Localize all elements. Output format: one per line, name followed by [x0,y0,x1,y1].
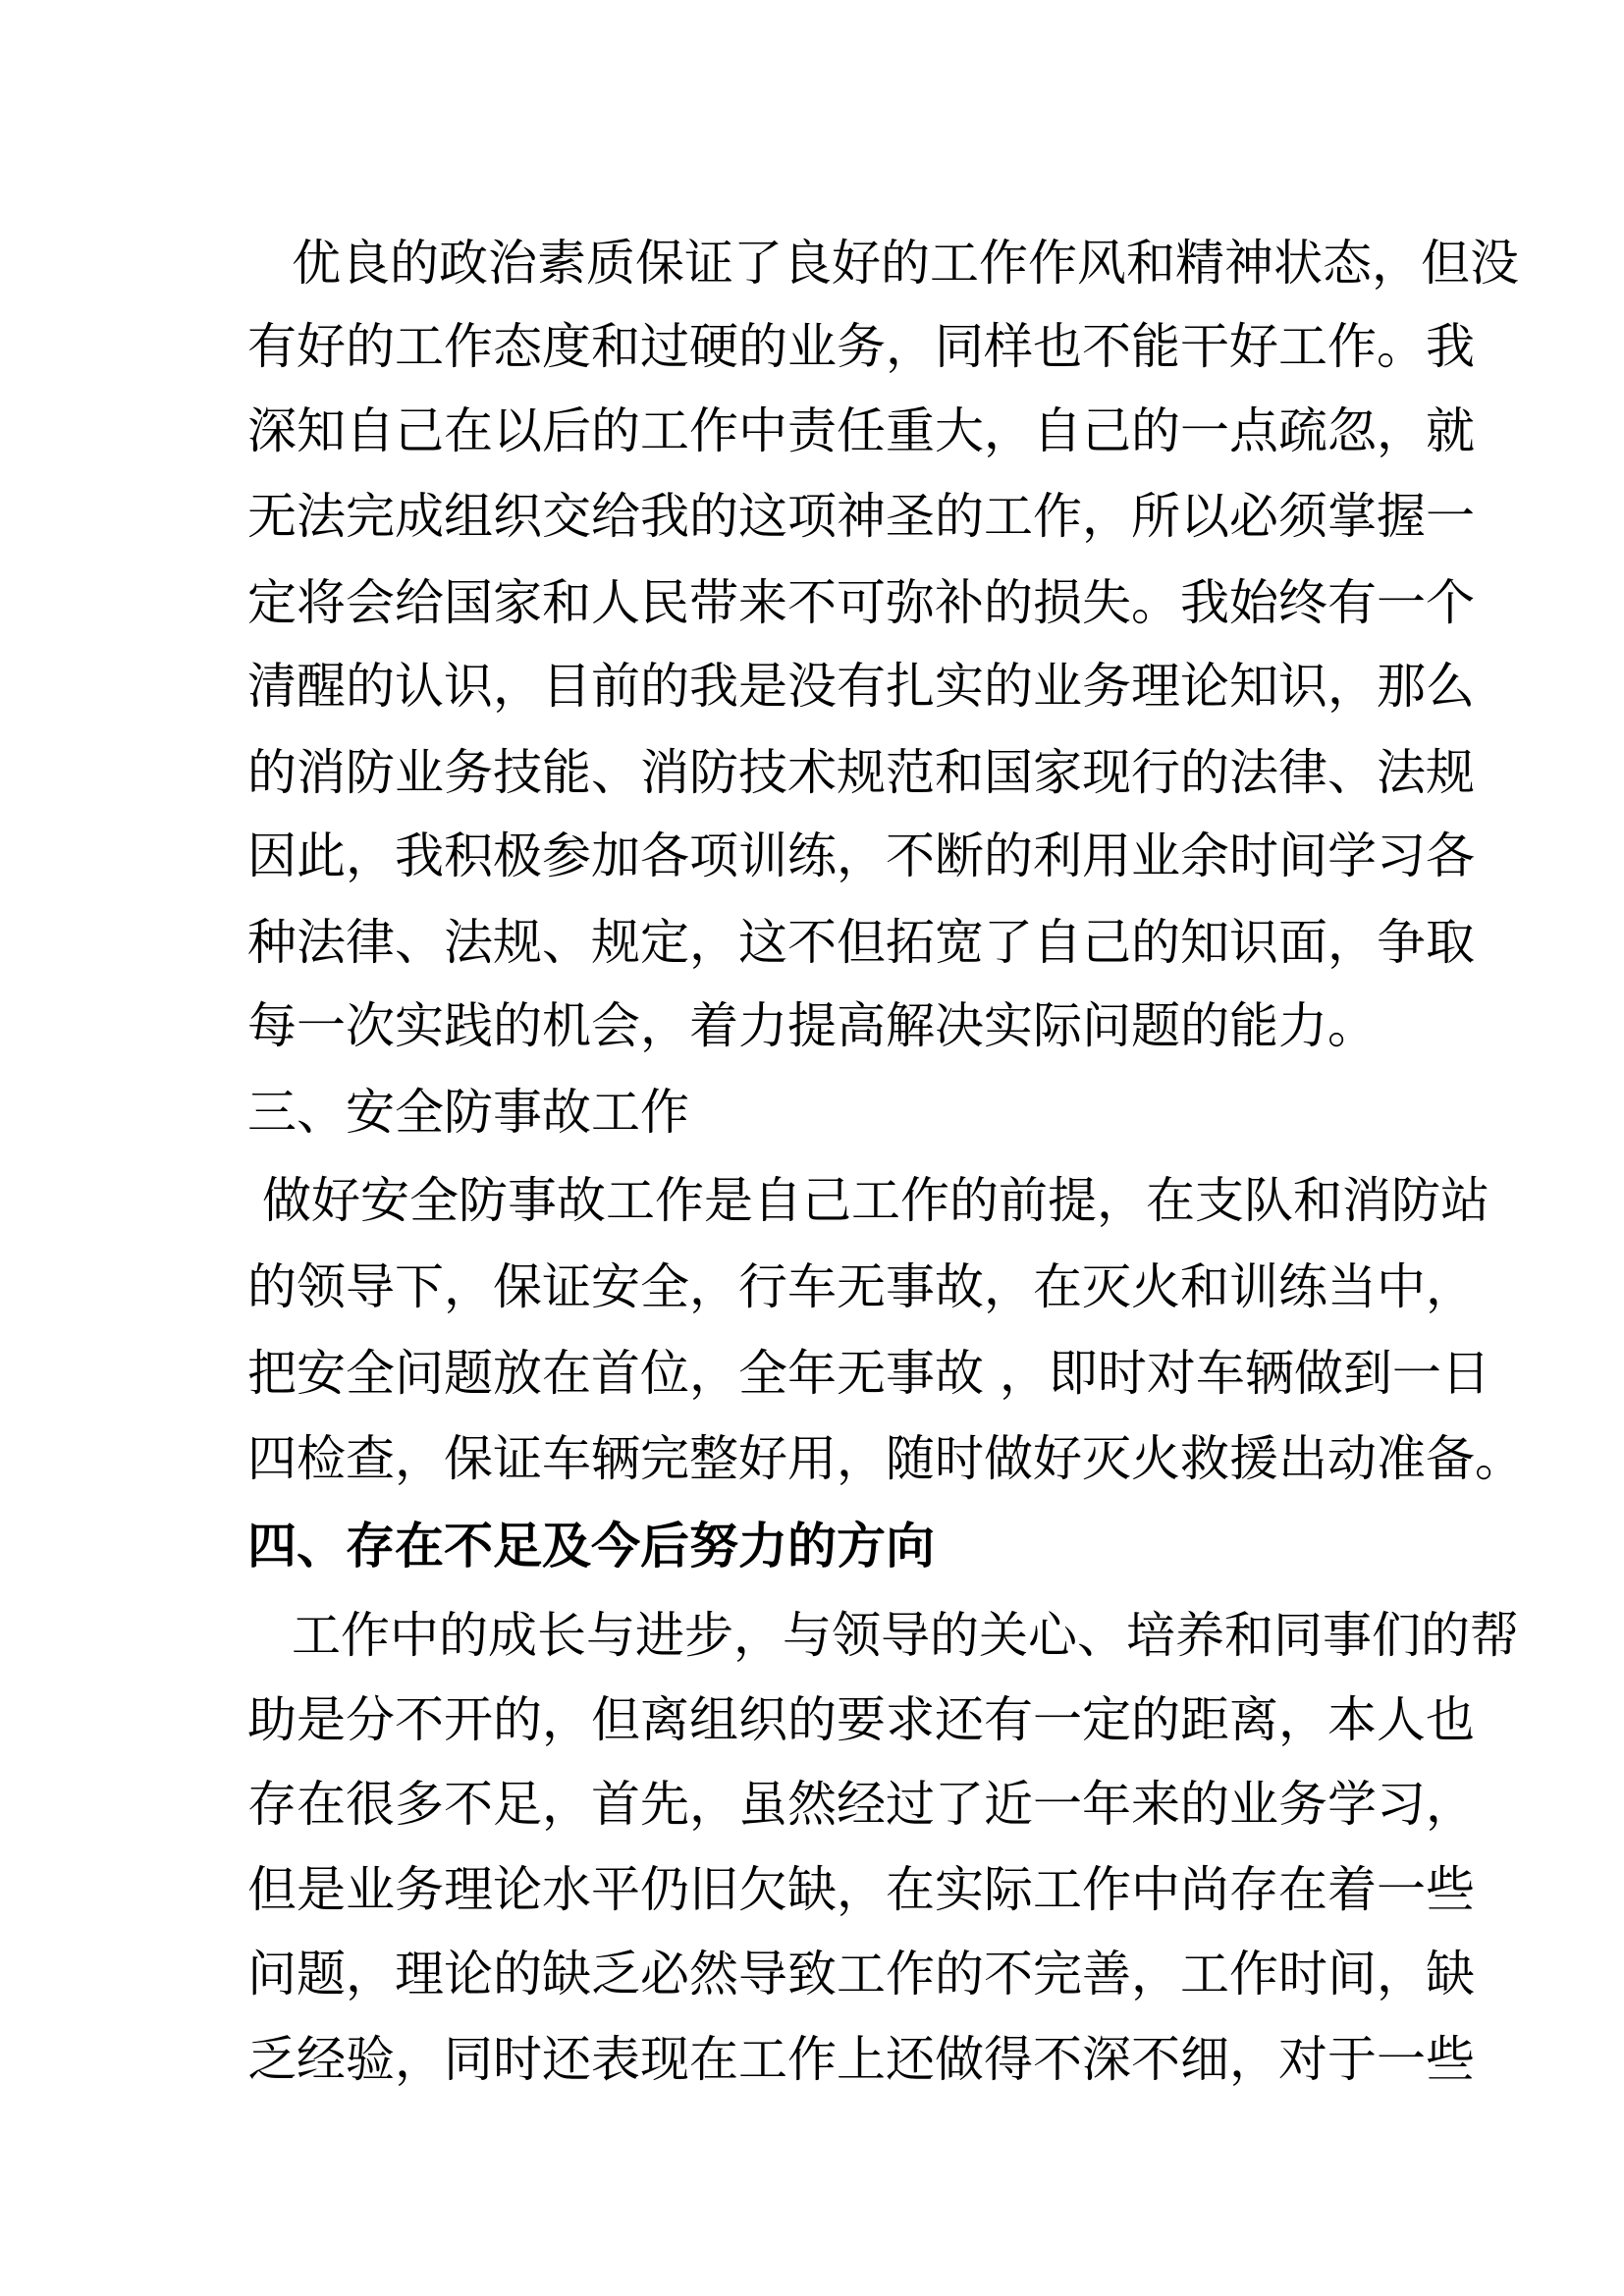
paragraph-line: 清醒的认识，目前的我是没有扎实的业务理论知识，那么 [247,658,1475,715]
paragraph-line: 种法律、法规、规定，这不但拓宽了自己的知识面，争取 [247,914,1475,971]
paragraph-line: 因此，我积极参加各项训练，不断的利用业余时间学习各 [247,828,1475,884]
paragraph-line: 无法完成组织交给我的这项神圣的工作，所以必须掌握一 [247,488,1475,545]
paragraph-line: 定将会给国家和人民带来不可弥补的损失。我始终有一个 [247,574,1475,631]
paragraph-line: 的消防业务技能、消防技术规范和国家现行的法律、法规 [247,744,1475,801]
paragraph-line: 工作中的成长与进步，与领导的关心、培养和同事们的帮 [292,1607,1519,1664]
paragraph-line: 有好的工作态度和过硬的业务，同样也不能干好工作。我 [247,318,1475,375]
paragraph-line: 优良的政治素质保证了良好的工作作风和精神状态，但没 [292,235,1519,292]
paragraph-line: 助是分不开的，但离组织的要求还有一定的距离，本人也 [247,1691,1475,1748]
paragraph-line: 的领导下，保证安全，行车无事故，在灭火和训练当中， [247,1258,1475,1315]
section-heading-3: 三、安全防事故工作 [247,1084,689,1141]
paragraph-line: 存在很多不足，首先，虽然经过了近一年来的业务学习， [247,1776,1475,1833]
paragraph-line: 把安全问题放在首位，全年无事故 ，即时对车辆做到一日 [247,1345,1490,1402]
paragraph-line: 深知自己在以后的工作中责任重大，自己的一点疏忽，就 [247,402,1475,459]
paragraph-line: 问题，理论的缺乏必然导致工作的不完善，工作时间，缺 [247,1946,1475,2002]
paragraph-line: 每一次实践的机会，着力提高解决实际问题的能力。 [247,997,1377,1054]
section-heading-4: 四、存在不足及今后努力的方向 [247,1518,935,1575]
paragraph-line: 做好安全防事故工作是自己工作的前提，在支队和消防站 [262,1172,1489,1229]
paragraph-line: 乏经验，同时还表现在工作上还做得不深不细，对于一些 [247,2031,1475,2088]
paragraph-line: 但是业务理论水平仍旧欠缺，在实际工作中尚存在着一些 [247,1861,1475,1918]
paragraph-line: 四检查，保证车辆完整好用，随时做好灭火救援出动准备。 [247,1430,1524,1487]
